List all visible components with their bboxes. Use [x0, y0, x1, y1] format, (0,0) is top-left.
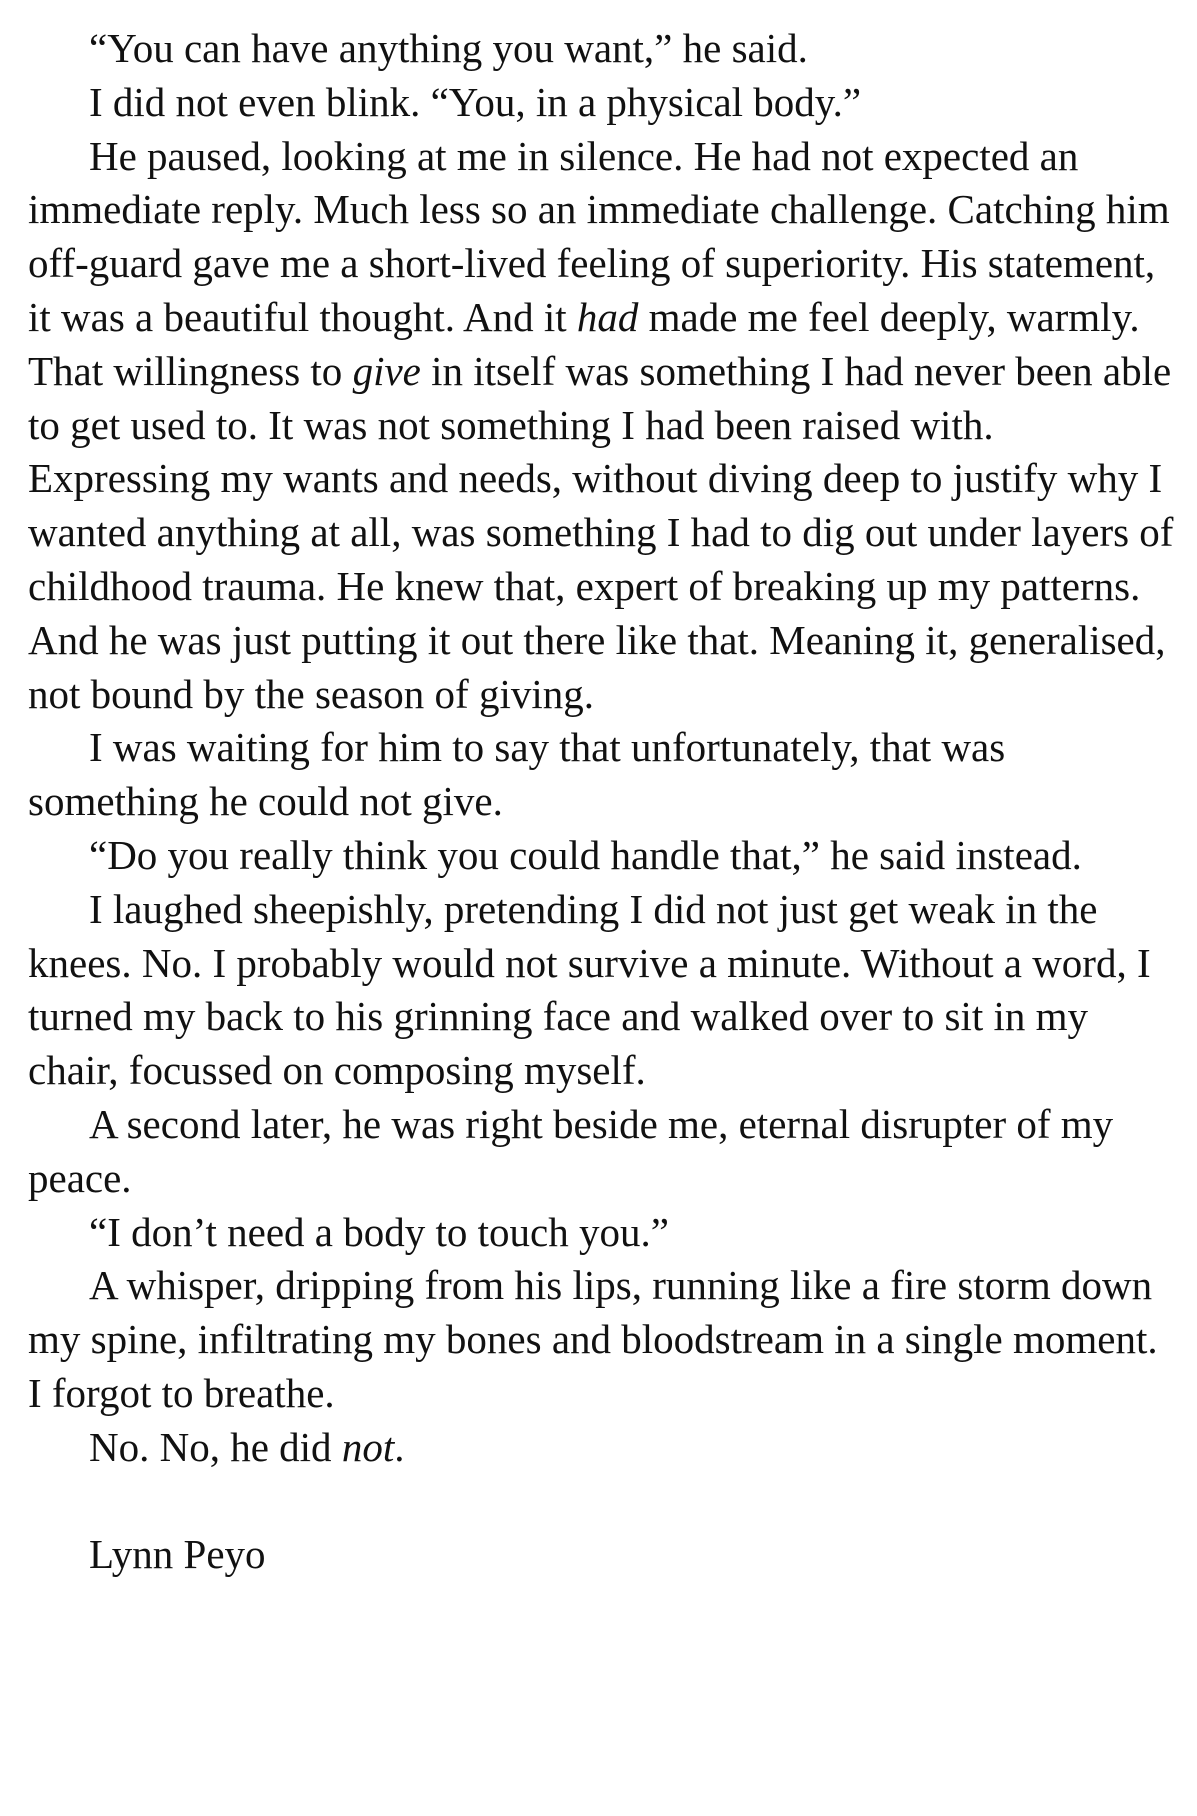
paragraph-5: “Do you really think you could handle that,” he said instead.: [89, 831, 1082, 878]
emphasis-give: give: [352, 347, 421, 394]
paragraph-7: A second later, he was right beside me, eternal disrupter of my peace.: [28, 1100, 1114, 1201]
emphasis-had: had: [576, 293, 639, 340]
story-page: [28, 22, 1178, 1582]
paragraph-3-part-c: in itself was something I had never been able to get used to. It was not something I had been raised with. Expressing my wants and needs, without diving deep to justify why I wanted anything at all, was something I had to dig out under layers of childhood trauma. He knew that, expert of breaking up my patterns. And he was just putting it out there like that. Meaning it, generalised, not bound by the season of giving.: [28, 347, 1174, 717]
paragraph-8: “I don’t need a body to touch you.”: [89, 1208, 669, 1255]
author-signature: Lynn Peyo: [89, 1531, 266, 1578]
paragraph-1: “You can have anything you want,” he said.: [89, 25, 808, 71]
paragraph-6: I laughed sheepishly, pretending I did not just get weak in the knees. No. I probably would not survive a minute. Without a word, I turned my back to his grinning face and walked over to sit in my chair, focussed on composing myself.: [28, 885, 1151, 1094]
paragraph-3-part-b: made me feel deeply, warmly. That willingness to: [28, 293, 1140, 394]
paragraph-4: I was waiting for him to say that unfortunately, that was something he could not give.: [28, 724, 1006, 825]
paragraph-10-part-a: No. No, he did: [89, 1423, 342, 1470]
paragraph-3-part-a: He paused, looking at me in silence. He had not expected an immediate reply. Much less so an immediate challenge. Catching him off-guard gave me a short-lived feeling of superiority. His statement, it was a beautiful thought. And it: [28, 132, 1170, 340]
paragraph-3: [28, 130, 1178, 722]
paragraph-10: [28, 1421, 1178, 1475]
paragraph-2: I did not even blink. “You, in a physical body.”: [89, 78, 862, 125]
emphasis-not: not: [341, 1423, 395, 1470]
paragraph-9: A whisper, dripping from his lips, running like a fire storm down my spine, infiltrating my bones and bloodstream in a single moment. I forgot to breathe.: [28, 1262, 1158, 1416]
paragraph-10-part-b: .: [394, 1423, 405, 1470]
blank-line: [28, 1475, 1178, 1529]
